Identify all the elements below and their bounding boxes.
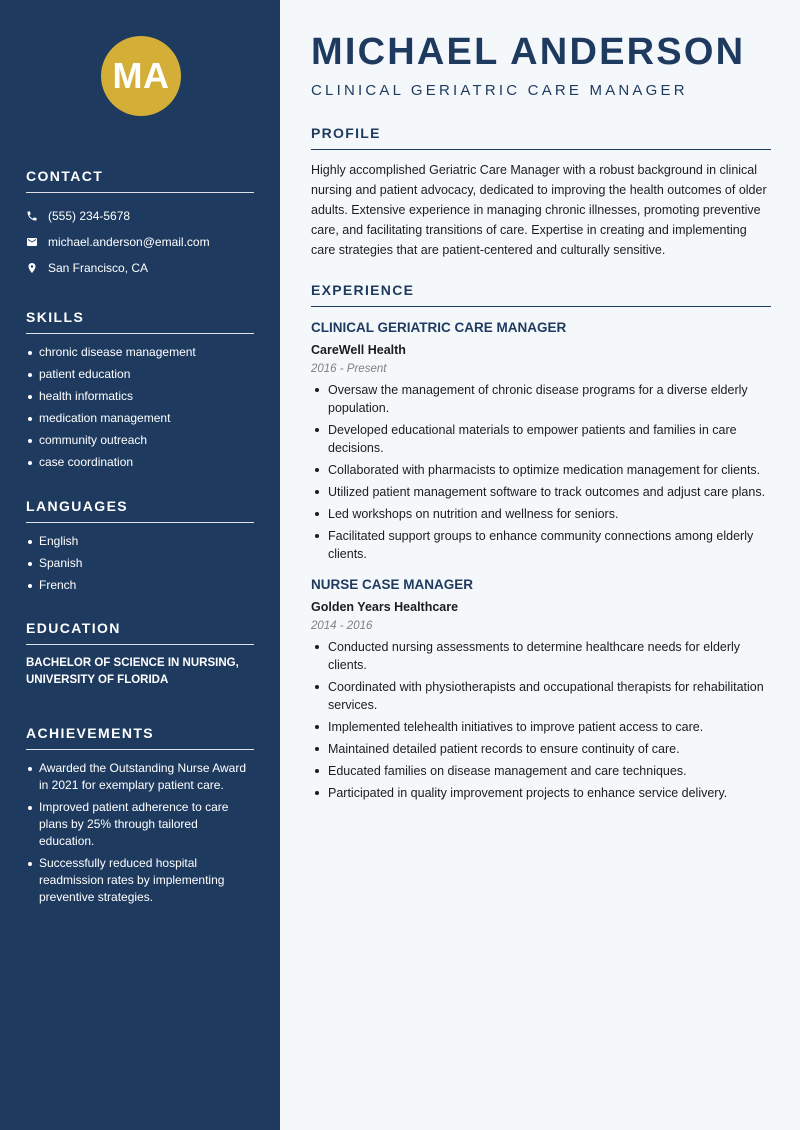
candidate-role: CLINICAL GERIATRIC CARE MANAGER — [311, 82, 688, 99]
job-duties — [311, 381, 771, 563]
phone-icon — [26, 210, 48, 222]
duty-item: Oversaw the management of chronic disease programs for a diverse elderly population. — [311, 381, 771, 417]
skill-item: health informatics — [26, 388, 254, 405]
job-duties — [311, 638, 771, 802]
duty-item: Participated in quality improvement projects to enhance service delivery. — [311, 784, 771, 802]
job-title: NURSE CASE MANAGER — [311, 577, 474, 592]
languages-heading: LANGUAGES — [26, 498, 254, 523]
duty-item: Educated families on disease management and care techniques. — [311, 762, 771, 780]
duty-item: Coordinated with physiotherapists and occupational therapists for rehabilitation services. — [311, 678, 771, 714]
skill-item: patient education — [26, 366, 254, 383]
achievements-list — [26, 760, 254, 906]
duty-item: Developed educational materials to empower patients and families in care decisions. — [311, 421, 771, 457]
candidate-name: MICHAEL ANDERSON — [311, 31, 746, 73]
language-item: French — [26, 577, 254, 594]
duty-item: Utilized patient management software to track outcomes and adjust care plans. — [311, 483, 771, 501]
sidebar — [0, 0, 280, 1130]
skills-heading: SKILLS — [26, 309, 254, 334]
experience-heading: EXPERIENCE — [311, 282, 771, 307]
contact-phone — [26, 203, 254, 229]
location-text: San Francisco, CA — [48, 261, 149, 275]
language-item: Spanish — [26, 555, 254, 572]
achievement-item: Improved patient adherence to care plans by 25% through tailored education. — [26, 799, 254, 850]
contact-email — [26, 229, 254, 255]
skill-item: medication management — [26, 410, 254, 427]
job-entry — [311, 320, 771, 563]
duty-item: Led workshops on nutrition and wellness for seniors. — [311, 505, 771, 523]
achievements-heading: ACHIEVEMENTS — [26, 725, 254, 750]
education-school: UNIVERSITY OF FLORIDA — [26, 674, 169, 686]
job-company: Golden Years Healthcare — [311, 600, 459, 614]
contact-section — [26, 168, 254, 281]
achievement-item: Successfully reduced hospital readmission rates by implementing preventive strategies. — [26, 855, 254, 906]
contact-heading: CONTACT — [26, 168, 254, 193]
duty-item: Maintained detailed patient records to ensure continuity of care. — [311, 740, 771, 758]
skills-list — [26, 344, 254, 471]
location-pin-icon — [26, 262, 48, 274]
duty-item: Implemented telehealth initiatives to improve patient access to care. — [311, 718, 771, 736]
achievements-section — [26, 725, 254, 906]
education-section — [26, 620, 254, 689]
duty-item: Collaborated with pharmacists to optimize medication management for clients. — [311, 461, 771, 479]
duty-item: Conducted nursing assessments to determine healthcare needs for elderly clients. — [311, 638, 771, 674]
job-entry — [311, 577, 771, 802]
profile-section — [311, 125, 771, 260]
skill-item: case coordination — [26, 454, 254, 471]
skill-item: community outreach — [26, 432, 254, 449]
education-degree: BACHELOR OF SCIENCE IN NURSING, — [26, 657, 239, 669]
languages-section — [26, 498, 254, 594]
experience-section — [311, 282, 771, 802]
main-content — [280, 0, 800, 1130]
job-title: CLINICAL GERIATRIC CARE MANAGER — [311, 320, 567, 335]
email-text: michael.anderson@email.com — [48, 235, 210, 249]
job-company: CareWell Health — [311, 343, 406, 357]
avatar: MA — [101, 36, 181, 116]
mail-icon — [26, 236, 48, 248]
job-dates: 2014 - 2016 — [311, 620, 373, 632]
contact-location — [26, 255, 254, 281]
duty-item: Facilitated support groups to enhance community connections among elderly clients. — [311, 527, 771, 563]
phone-text: (555) 234-5678 — [48, 209, 131, 223]
education-heading: EDUCATION — [26, 620, 254, 645]
skills-section — [26, 309, 254, 471]
language-item: English — [26, 533, 254, 550]
profile-heading: PROFILE — [311, 125, 771, 150]
languages-list — [26, 533, 254, 594]
job-dates: 2016 - Present — [311, 363, 387, 375]
achievement-item: Awarded the Outstanding Nurse Award in 2021 for exemplary patient care. — [26, 760, 254, 794]
profile-text: Highly accomplished Geriatric Care Manager with a robust background in clinical nursing and patient advocacy, dedicated to improving the health outcomes of older adults. Extensive experience in managing chronic illnesses, promoting preventive care, and facilitating transitions of care. Expertise in creating and implementing care strategies that are patient-centered and culturally sensitive. — [311, 163, 767, 257]
skill-item: chronic disease management — [26, 344, 254, 361]
